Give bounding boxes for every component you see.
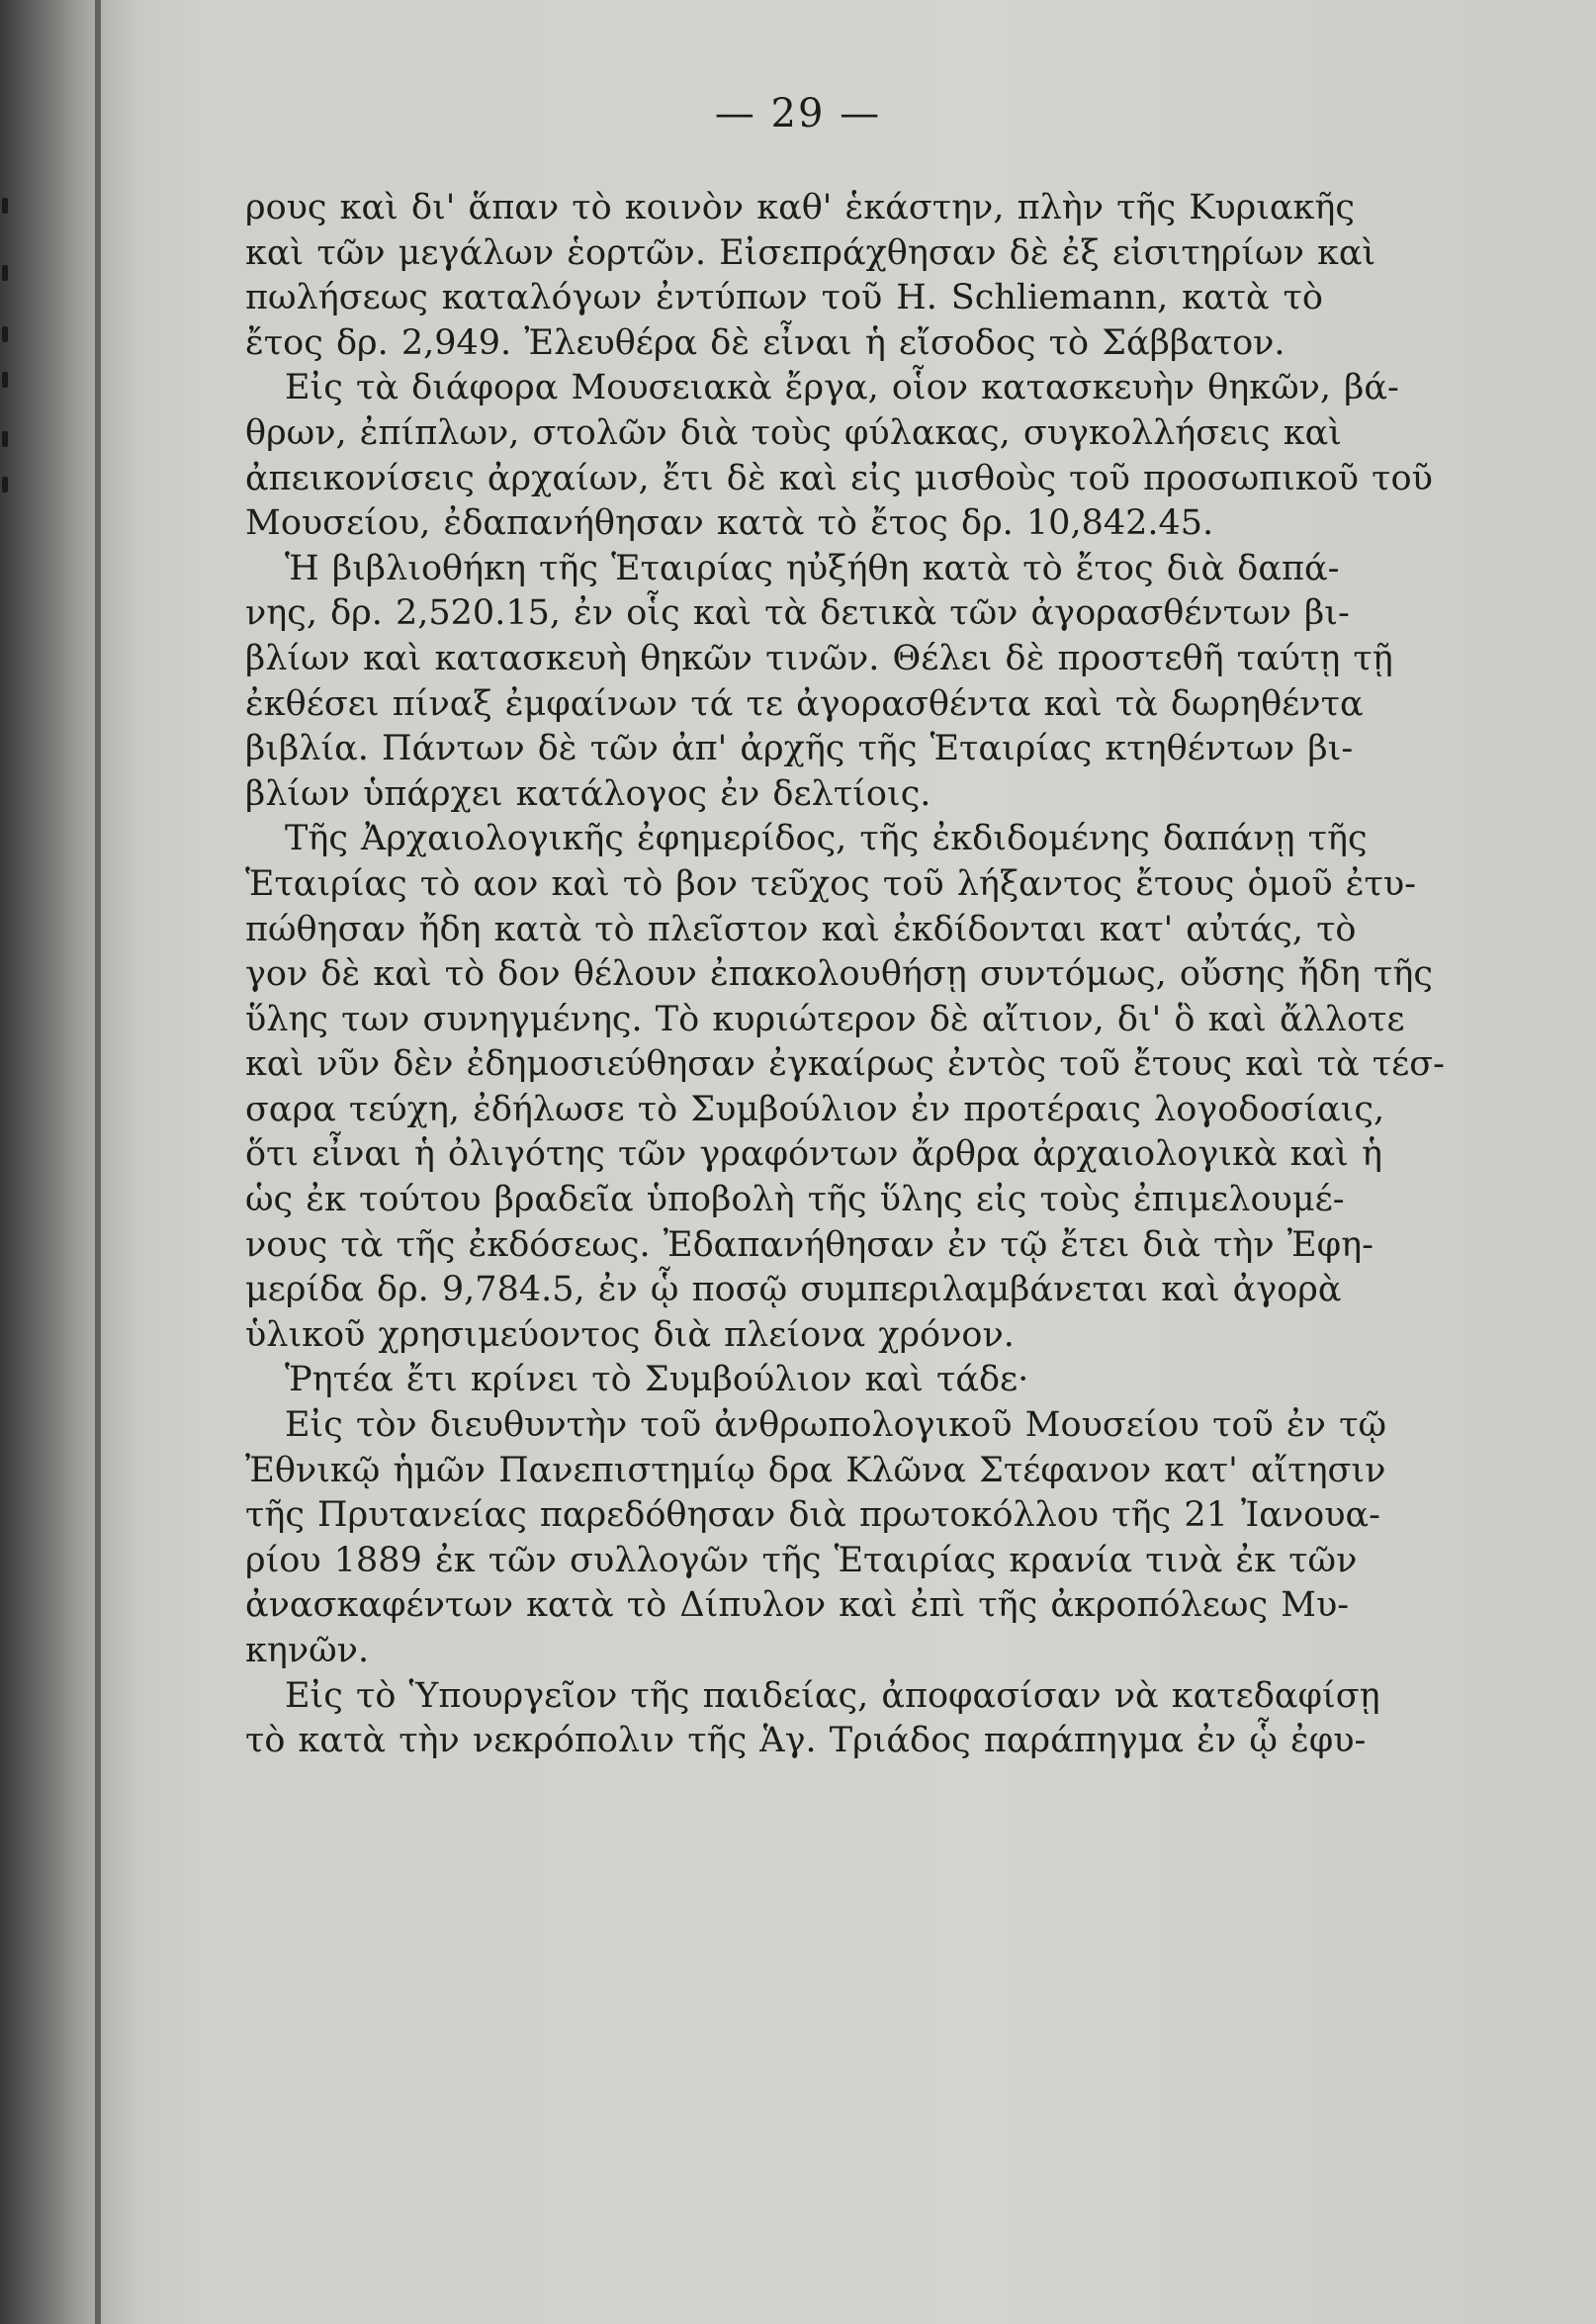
text-line: σαρα τεύχη, ἐδήλωσε τὸ Συμβούλιον ἐν προτέραις λογοδοσίαις, [245,1089,1385,1129]
text-line: Εἰς τὸ Ὑπουργεῖον τῆς παιδείας, ἀποφασίσαν νὰ κατεδαφίσῃ [285,1675,1380,1716]
text-line: πώθησαν ἤδη κατὰ τὸ πλεῖστον καὶ ἐκδίδονται κατ' αὐτάς, τὸ [245,909,1357,949]
text-line: γον δὲ καὶ τὸ δον θέλουν ἐπακολουθήσῃ συντόμως, οὔσης ἤδη τῆς [245,954,1433,995]
text-line: Ἡ βιβλιοθήκη τῆς Ἑταιρίας ηὐξήθη κατὰ τὸ ἔτος διὰ δαπά- [285,548,1340,588]
text-line: καὶ τῶν μεγάλων ἑορτῶν. Εἰσεπράχθησαν δὲ ἐξ εἰσιτηρίων καὶ [245,232,1376,273]
text-line: Μουσείου, ἐδαπανήθησαν κατὰ τὸ ἔτος δρ. 10,842.45. [245,503,1214,544]
text-line: ὑλικοῦ χρησιμεύοντος διὰ πλείονα χρόνον. [245,1314,1015,1355]
text-line: Εἰς τὸν διευθυντὴν τοῦ ἀνθρωπολογικοῦ Μουσείου τοῦ ἐν τῷ [285,1405,1386,1446]
text-line: ὅτι εἶναι ἡ ὀλιγότης τῶν γραφόντων ἄρθρα ἀρχαιολογικὰ καὶ ἡ [245,1134,1382,1175]
text-line: ἀνασκαφέντων κατὰ τὸ Δίπυλον καὶ ἐπὶ τῆς ἀκροπόλεως Μυ- [245,1585,1350,1626]
edge-mark [2,265,8,281]
text-line: βλίων ὑπάρχει κατάλογος ἐν δελτίοις. [245,773,931,814]
text-line: ρους καὶ δι' ἅπαν τὸ κοινὸν καθ' ἑκάστην, πλὴν τῆς Κυριακῆς [245,188,1356,227]
paragraph [245,817,1445,1358]
text-line: ὡς ἐκ τούτου βραδεῖα ὑποβολὴ τῆς ὕλης εἰς τοὺς ἐπιμελουμέ- [245,1180,1345,1220]
text-line: τῆς Πρυτανείας παρεδόθησαν διὰ πρωτοκόλλου τῆς 21 Ἰανουα- [245,1495,1380,1536]
paragraph [245,1403,1386,1674]
text-line: Τῆς Ἀρχαιολογικῆς ἐφημερίδος, τῆς ἐκδιδομένης δαπάνῃ τῆς [285,819,1368,859]
text-line: Ῥητέα ἔτι κρίνει τὸ Συμβούλιον καὶ τάδε· [285,1360,1029,1400]
text-line: βλίων καὶ κατασκευὴ θηκῶν τινῶν. Θέλει δὲ προστεθῆ ταύτῃ τῇ [245,638,1393,678]
page-number: — 29 — [714,91,882,136]
text-line: βιβλία. Πάντων δὲ τῶν ἀπ' ἀρχῆς τῆς Ἑταιρίας κτηθέντων βι- [245,729,1354,769]
paragraph [245,366,1433,546]
text-line: νης, δρ. 2,520.15, ἐν οἷς καὶ τὰ δετικὰ τῶν ἀγορασθέντων βι- [245,593,1350,634]
text-line: Ἐθνικῷ ἡμῶν Πανεπιστημίῳ δρα Κλῶνα Στέφανον κατ' αἴτησιν [245,1450,1386,1490]
text-line: ρίου 1889 ἐκ τῶν συλλογῶν τῆς Ἑταιρίας κρανία τινὰ ἐκ τῶν [245,1540,1358,1580]
text-line: θρων, ἐπίπλων, στολῶν διὰ τοὺς φύλακας, συγκολλήσεις καὶ [245,412,1342,453]
edge-mark [2,477,8,492]
text-line: πωλήσεως καταλόγων ἐντύπων τοῦ Η. Schliemann, κατὰ τὸ [245,278,1323,318]
text-line: νους τὰ τῆς ἐκδόσεως. Ἐδαπανήθησαν ἐν τῷ ἔτει διὰ τὴν Ἐφη- [245,1224,1374,1265]
text-line: Εἰς τὰ διάφορα Μουσειακὰ ἔργα, οἷον κατασκευὴν θηκῶν, βά- [285,368,1399,408]
edge-mark [2,372,8,388]
edge-mark [2,198,8,214]
paragraph [245,1674,1380,1764]
text-line: τὸ κατὰ τὴν νεκρόπολιν τῆς Ἁγ. Τριάδος παράπηγμα ἐν ᾧ ἐφυ- [245,1721,1367,1761]
paragraph [245,547,1393,818]
text-line: κηνῶν. [245,1631,370,1670]
text-line: ὕλης των συνηγμένης. Τὸ κυριώτερον δὲ αἴτιον, δι' ὃ καὶ ἄλλοτε [245,999,1405,1039]
text-line: μερίδα δρ. 9,784.5, ἐν ᾧ ποσῷ συμπεριλαμβάνεται καὶ ἀγορὰ [245,1270,1342,1310]
paragraph [245,186,1376,366]
edge-mark [2,431,8,447]
text-line: Ἑταιρίας τὸ αον καὶ τὸ βον τεῦχος τοῦ λήξαντος ἔτους ὁμοῦ ἐτυ- [245,863,1417,904]
binding-gutter [95,0,101,2324]
text-line: ἔτος δρ. 2,949. Ἐλευθέρα δὲ εἶναι ἡ εἴσοδος τὸ Σάββατον. [245,322,1286,363]
paragraph [245,1358,1323,1403]
text-line: καὶ νῦν δὲν ἐδημοσιεύθησαν ἐγκαίρως ἐντὸς τοῦ ἔτους καὶ τὰ τέσ- [245,1044,1445,1085]
edge-mark [2,326,8,342]
text-line: ἀπεικονίσεις ἀρχαίων, ἔτι δὲ καὶ εἰς μισθοὺς τοῦ προσωπικοῦ τοῦ [245,458,1433,498]
body-text [245,186,1445,1764]
text-line: ἐκθέσει πίναξ ἐμφαίνων τά τε ἀγορασθέντα καὶ τὰ δωρηθέντα [245,683,1364,724]
